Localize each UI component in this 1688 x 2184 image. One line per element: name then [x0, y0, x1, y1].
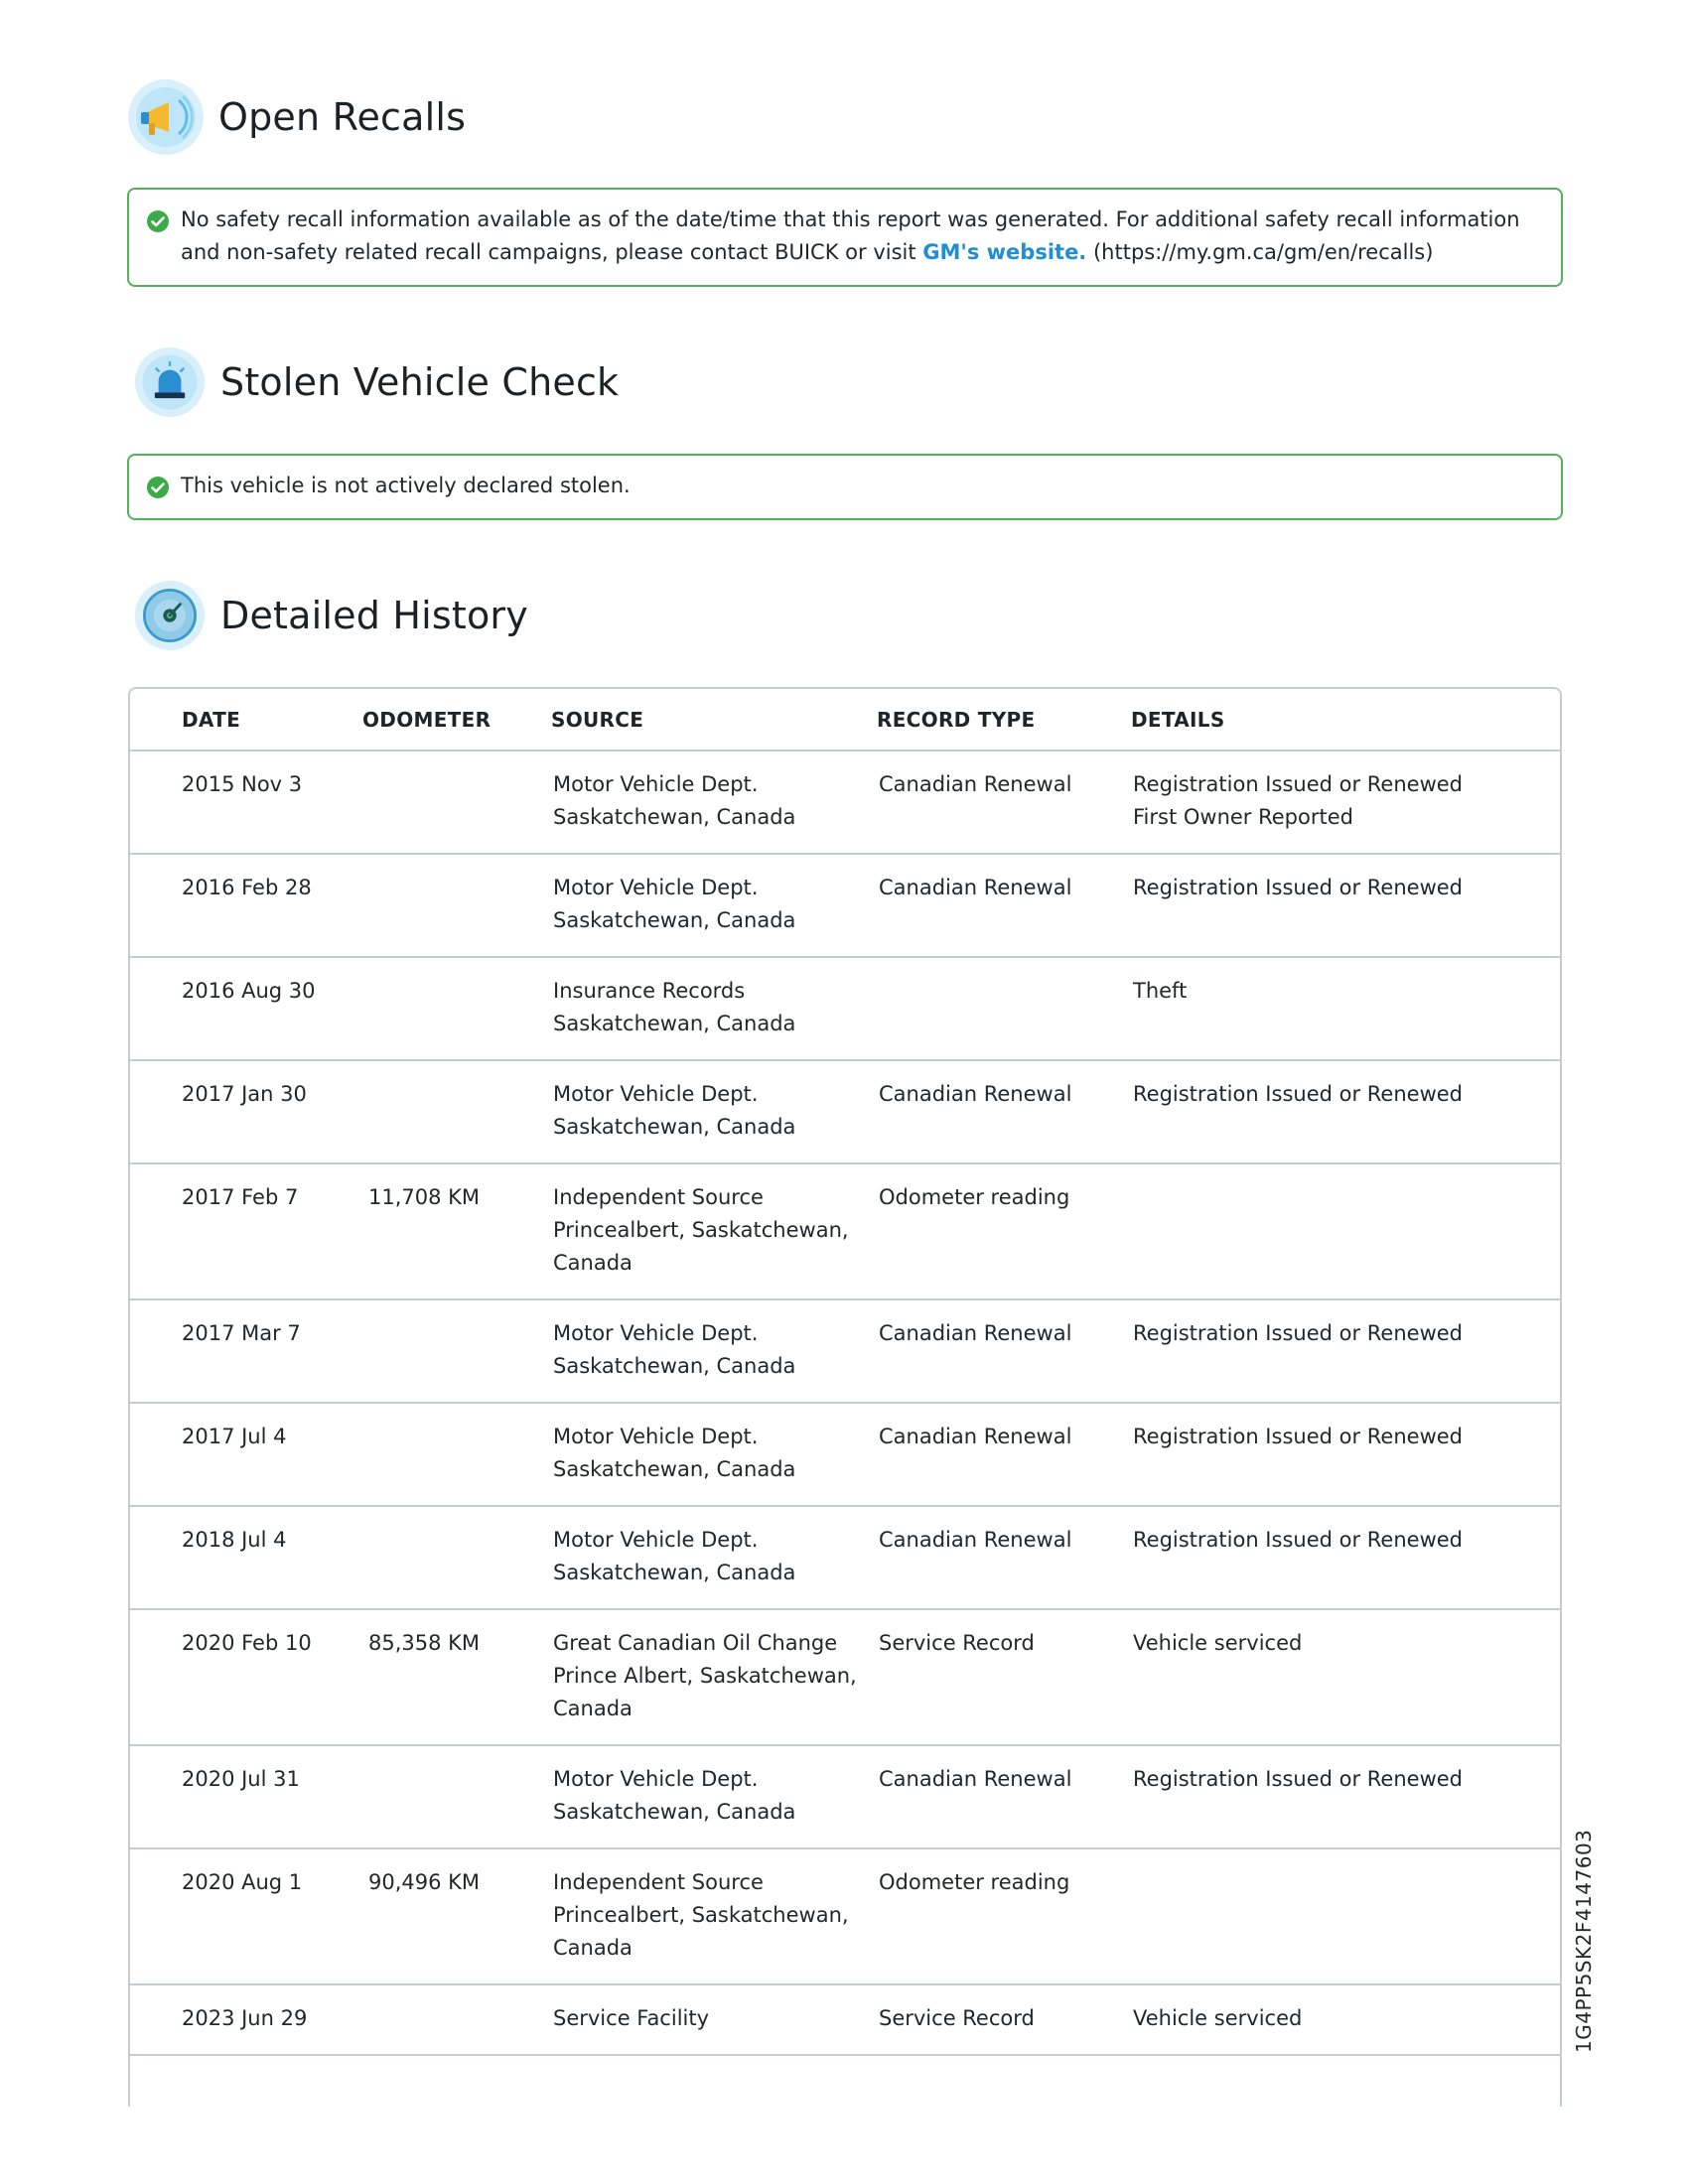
check-circle-icon [146, 209, 170, 233]
cell-details [1133, 1627, 1560, 1725]
cell-odometer [362, 1421, 551, 1486]
details-line: Vehicle serviced [1133, 2006, 1303, 2030]
table-row [130, 1061, 1560, 1164]
source-line: Motor Vehicle Dept. [553, 1767, 759, 1791]
stolen-check-title: Stolen Vehicle Check [220, 360, 620, 404]
cell-odometer [362, 975, 551, 1040]
cell-source [551, 872, 879, 937]
source-line: Princealbert, Saskatchewan, [553, 1218, 849, 1242]
col-header-odometer: ODOMETER [362, 708, 492, 732]
cell-source [551, 1627, 879, 1725]
cell-source [551, 1181, 879, 1280]
source-line: Canada [553, 1251, 633, 1275]
table-row [130, 1849, 1560, 1985]
source-line: Canada [553, 1936, 633, 1960]
source-line: Saskatchewan, Canada [553, 908, 796, 932]
cell-details [1133, 1078, 1560, 1144]
cell-date: 2017 Mar 7 [182, 1321, 301, 1345]
cell-source [551, 975, 879, 1040]
details-line: First Owner Reported [1133, 805, 1353, 829]
cell-odometer [362, 2002, 551, 2035]
table-row [130, 855, 1560, 958]
details-line: Registration Issued or Renewed [1133, 772, 1464, 796]
cell-details [1133, 2002, 1560, 2035]
table-row [130, 1985, 1560, 2056]
cell-source [551, 1317, 879, 1383]
table-row [130, 1404, 1560, 1507]
cell-details [1133, 1317, 1560, 1383]
detailed-history-title: Detailed History [220, 594, 528, 637]
cell-source [551, 768, 879, 834]
cell-details [1133, 768, 1560, 834]
table-row [130, 1300, 1560, 1404]
source-line: Great Canadian Oil Change [553, 1631, 838, 1655]
stolen-message: This vehicle is not actively declared stolen. [181, 474, 631, 497]
history-table [128, 687, 1562, 2107]
detailed-history-header [133, 579, 528, 652]
cell-record-type: Canadian Renewal [879, 1082, 1072, 1106]
source-line: Saskatchewan, Canada [553, 1012, 796, 1035]
cell-details [1133, 975, 1560, 1040]
cell-details [1133, 1763, 1560, 1829]
source-line: Saskatchewan, Canada [553, 1457, 796, 1481]
details-line: Theft [1133, 979, 1188, 1003]
col-header-date: DATE [182, 708, 241, 732]
source-line: Saskatchewan, Canada [553, 805, 796, 829]
cell-record-type: Odometer reading [879, 1185, 1070, 1209]
cell-date: 2018 Jul 4 [182, 1528, 287, 1552]
source-line: Motor Vehicle Dept. [553, 1321, 759, 1345]
cell-odometer [362, 1763, 551, 1829]
col-header-source: SOURCE [551, 708, 644, 732]
source-line: Saskatchewan, Canada [553, 1561, 796, 1584]
cell-date: 2017 Jan 30 [182, 1082, 307, 1106]
col-header-record-type: RECORD TYPE [877, 708, 1036, 732]
police-siren-icon [133, 345, 207, 419]
cell-record-type [879, 975, 1133, 1040]
cell-source [551, 1421, 879, 1486]
cell-record-type: Canadian Renewal [879, 1767, 1072, 1791]
source-line: Motor Vehicle Dept. [553, 876, 759, 899]
cell-source [551, 1866, 879, 1965]
table-row [130, 751, 1560, 855]
details-line: Vehicle serviced [1133, 1631, 1303, 1655]
table-row [130, 1746, 1560, 1849]
cell-odometer [362, 872, 551, 937]
source-line: Insurance Records [553, 979, 746, 1003]
table-row [130, 1507, 1560, 1610]
source-line: Motor Vehicle Dept. [553, 1528, 759, 1552]
cell-record-type: Service Record [879, 1631, 1035, 1655]
source-line: Independent Source [553, 1870, 764, 1894]
table-row [130, 1610, 1560, 1746]
details-line: Registration Issued or Renewed [1133, 1321, 1464, 1345]
stolen-status-box [127, 454, 1563, 520]
source-line: Motor Vehicle Dept. [553, 1082, 759, 1106]
cell-odometer [362, 1524, 551, 1589]
source-line: Motor Vehicle Dept. [553, 1425, 759, 1448]
cell-record-type: Canadian Renewal [879, 772, 1072, 796]
cell-date: 2015 Nov 3 [182, 772, 303, 796]
col-header-details: DETAILS [1131, 708, 1225, 732]
cell-record-type: Odometer reading [879, 1870, 1070, 1894]
table-header-row [130, 689, 1560, 751]
cell-date: 2016 Feb 28 [182, 876, 312, 899]
source-line: Prince Albert, Saskatchewan, [553, 1664, 857, 1688]
check-circle-icon [146, 476, 170, 499]
details-line: Registration Issued or Renewed [1133, 1082, 1464, 1106]
details-line: Registration Issued or Renewed [1133, 1767, 1464, 1791]
cell-source [551, 1078, 879, 1144]
cell-odometer [362, 1078, 551, 1144]
open-recalls-header [127, 78, 466, 156]
cell-source [551, 2002, 879, 2035]
details-line: Registration Issued or Renewed [1133, 876, 1464, 899]
open-recalls-title: Open Recalls [218, 95, 467, 139]
cell-details [1133, 1524, 1560, 1589]
cell-date: 2020 Feb 10 [182, 1631, 312, 1655]
table-row [130, 1164, 1560, 1300]
cell-source [551, 1763, 879, 1829]
cell-date: 2017 Jul 4 [182, 1425, 287, 1448]
cell-odometer [362, 1317, 551, 1383]
megaphone-icon [127, 78, 205, 156]
stolen-check-header [133, 345, 619, 419]
source-line: Saskatchewan, Canada [553, 1354, 796, 1378]
cell-record-type: Canadian Renewal [879, 876, 1072, 899]
recall-message: No safety recall information available as of the date/time that this report was generated. For additional safety recall information and non-safety related recall campaigns, please contact BUICK or visit [181, 207, 1520, 264]
cell-date: 2017 Feb 7 [182, 1185, 299, 1209]
vin-number: 1G4PP5SK2F4147603 [1572, 1829, 1596, 2053]
cell-details [1133, 1181, 1560, 1280]
cell-date: 2020 Jul 31 [182, 1767, 300, 1791]
cell-record-type: Service Record [879, 2006, 1035, 2030]
source-line: Service Facility [553, 2006, 710, 2030]
cell-odometer: 11,708 KM [368, 1185, 481, 1209]
cell-record-type: Canadian Renewal [879, 1528, 1072, 1552]
details-line: Registration Issued or Renewed [1133, 1425, 1464, 1448]
source-line: Independent Source [553, 1185, 764, 1209]
cell-details [1133, 1866, 1560, 1965]
cell-details [1133, 872, 1560, 937]
cell-date: 2016 Aug 30 [182, 979, 316, 1003]
source-line: Canada [553, 1697, 633, 1720]
cell-record-type: Canadian Renewal [879, 1425, 1072, 1448]
details-line: Registration Issued or Renewed [1133, 1528, 1464, 1552]
source-line: Princealbert, Saskatchewan, [553, 1903, 849, 1927]
cell-date: 2023 Jun 29 [182, 2006, 308, 2030]
cell-details [1133, 1421, 1560, 1486]
cell-odometer: 90,496 KM [368, 1870, 481, 1894]
cell-record-type: Canadian Renewal [879, 1321, 1072, 1345]
source-line: Motor Vehicle Dept. [553, 772, 759, 796]
cell-source [551, 1524, 879, 1589]
odometer-gauge-icon [133, 579, 207, 652]
cell-date: 2020 Aug 1 [182, 1870, 303, 1894]
cell-odometer: 85,358 KM [368, 1631, 481, 1655]
source-line: Saskatchewan, Canada [553, 1800, 796, 1824]
recall-url-text: (https://my.gm.ca/gm/en/recalls) [1092, 240, 1434, 264]
gm-website-link[interactable]: GM's website. [922, 240, 1087, 264]
recall-status-box [127, 188, 1563, 287]
source-line: Saskatchewan, Canada [553, 1115, 796, 1139]
cell-odometer [362, 768, 551, 834]
table-row [130, 958, 1560, 1061]
